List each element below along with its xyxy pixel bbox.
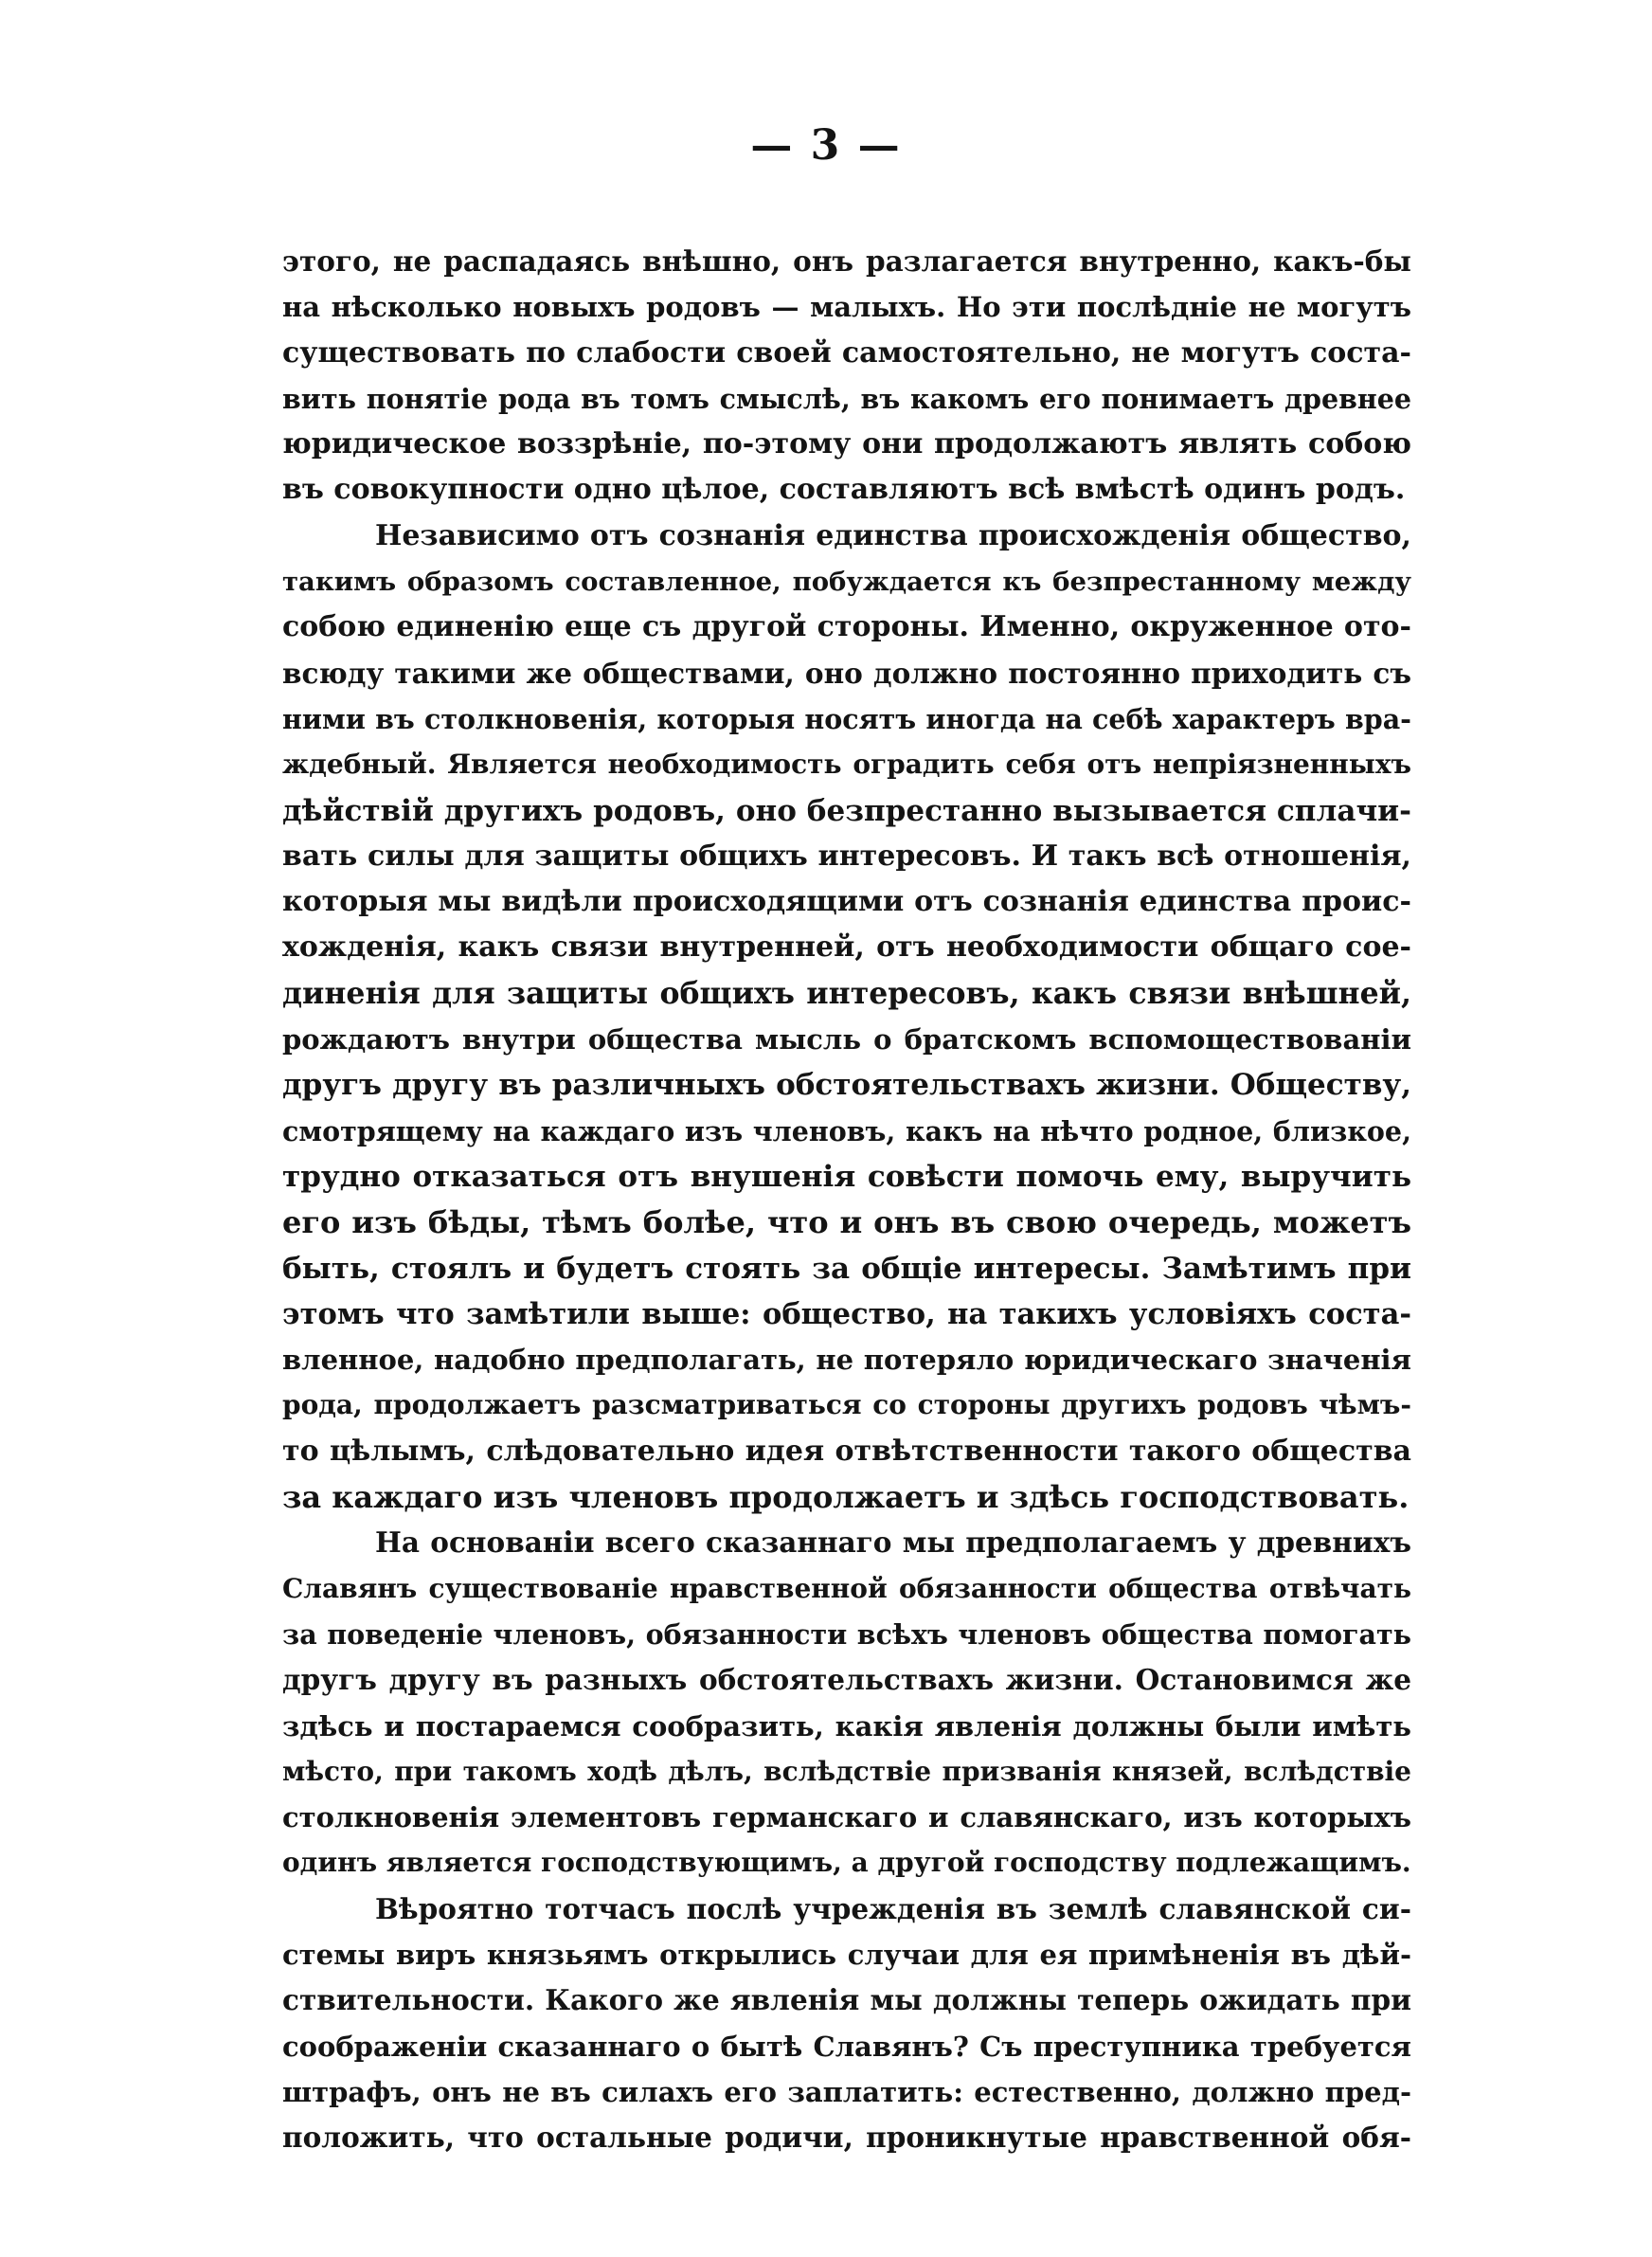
text-line: положить, что остальные родичи, проникнутые нравственной обя- <box>282 2121 1411 2155</box>
text-line: существовать по слабости своей самостоятельно, не могутъ соста- <box>282 335 1411 370</box>
text-line: смотрящему на каждаго изъ членовъ, какъ на нѣчто родное, близкое, <box>282 1114 1411 1147</box>
text-line: На основаніи всего сказаннаго мы предполагаемъ у древнихъ <box>375 1526 1411 1560</box>
text-line: такимъ образомъ составленное, побуждается къ безпрестанному между <box>282 567 1411 598</box>
text-line: вить понятіе рода въ томъ смыслѣ, въ какомъ его понимаетъ древнее <box>282 382 1411 415</box>
text-line: одинъ является господствующимъ, а другой господству подлежащимъ. <box>282 1847 1411 1879</box>
text-line: вать силы для защиты общихъ интересовъ. И такъ всѣ отношенія, <box>282 839 1411 873</box>
text-line: юридическое воззрѣніе, по-этому они продолжаютъ являть собою <box>282 427 1411 461</box>
text-line: на нѣсколько новыхъ родовъ — малыхъ. Но эти послѣдніе не могутъ <box>282 291 1411 324</box>
text-line: соображеніи сказаннаго о бытѣ Славянъ? Съ преступника требуется <box>282 2030 1411 2063</box>
text-line: ствительности. Какого же явленія мы должны теперь ожидать при <box>282 1983 1411 2017</box>
text-line: хожденія, какъ связи внутренней, отъ необходимости общаго сое- <box>282 930 1411 965</box>
text-line: столкновенія элементовъ германскаго и славянскаго, изъ которыхъ <box>282 1801 1411 1834</box>
body-text <box>282 239 1411 2160</box>
text-line: которыя мы видѣли происходящими отъ сознанія единства проис- <box>282 885 1411 919</box>
text-line: вленное, надобно предполагать, не потеряло юридическаго значенія <box>282 1344 1411 1377</box>
text-line: другъ другу въ разныхъ обстоятельствахъ жизни. Остановимся же <box>282 1663 1411 1697</box>
text-line: собою единенію еще съ другой стороны. Именно, окруженное ото- <box>282 610 1411 644</box>
text-line: Независимо отъ сознанія единства происхожденія общество, <box>375 518 1411 552</box>
text-line: здѣсь и постараемся сообразить, какія явленія должны были имѣть <box>282 1709 1411 1742</box>
text-line: этомъ что замѣтили выше: общество, на такихъ условіяхъ соста- <box>282 1296 1411 1331</box>
text-line: трудно отказаться отъ внушенія совѣсти помочь ему, выручить <box>282 1159 1411 1194</box>
text-line: рождаютъ внутри общества мысль о братскомъ вспомоществованіи <box>282 1023 1411 1056</box>
text-line: за поведеніе членовъ, обязанности всѣхъ членовъ общества помогать <box>282 1617 1411 1651</box>
text-line: его изъ бѣды, тѣмъ болѣе, что и онъ въ свою очередь, можетъ <box>282 1204 1411 1241</box>
text-line: другъ другу въ различныхъ обстоятельствахъ жизни. Обществу, <box>282 1068 1411 1103</box>
text-line: стемы виръ князьямъ открылись случаи для ея примѣненія въ дѣй- <box>282 1938 1411 1971</box>
text-line: всюду такими же обществами, оно должно постоянно приходить съ <box>282 656 1411 690</box>
page-number: — 3 — <box>750 121 902 170</box>
text-line: то цѣлымъ, слѣдовательно идея отвѣтственности такого общества <box>282 1434 1411 1468</box>
text-line: штрафъ, онъ не въ силахъ его заплатить: естественно, должно пред- <box>282 2075 1411 2108</box>
text-line: мѣсто, при такомъ ходѣ дѣлъ, вслѣдствіе призванія князей, вслѣдствіе <box>282 1755 1411 1787</box>
text-line: Вѣроятно тотчасъ послѣ учрежденія въ землѣ славянской си- <box>375 1891 1411 1925</box>
text-line: Славянъ существованіе нравственной обязанности общества отвѣчать <box>282 1572 1411 1604</box>
text-line: этого, не распадаясь внѣшно, онъ разлагается внутренно, какъ-бы <box>282 244 1411 278</box>
text-line: рода, продолжаетъ разсматриваться со стороны другихъ родовъ чѣмъ- <box>282 1389 1411 1421</box>
text-line: быть, стоялъ и будетъ стоять за общіе интересы. Замѣтимъ при <box>282 1251 1411 1286</box>
text-line: ждебный. Является необходимость оградить себя отъ непріязненныхъ <box>282 749 1411 781</box>
text-line: въ совокупности одно цѣлое, составляютъ всѣ вмѣстѣ одинъ родъ. <box>282 473 1406 507</box>
text-line: ними въ столкновенія, которыя носятъ иногда на себѣ характеръ вра- <box>282 702 1411 735</box>
text-line: за каждаго изъ членовъ продолжаетъ и здѣсь господствовать. <box>282 1479 1410 1516</box>
text-line: дѣйствій другихъ родовъ, оно безпрестанно вызывается сплачи- <box>282 793 1411 828</box>
text-line: диненія для защиты общихъ интересовъ, какъ связи внѣшней, <box>282 975 1411 1011</box>
